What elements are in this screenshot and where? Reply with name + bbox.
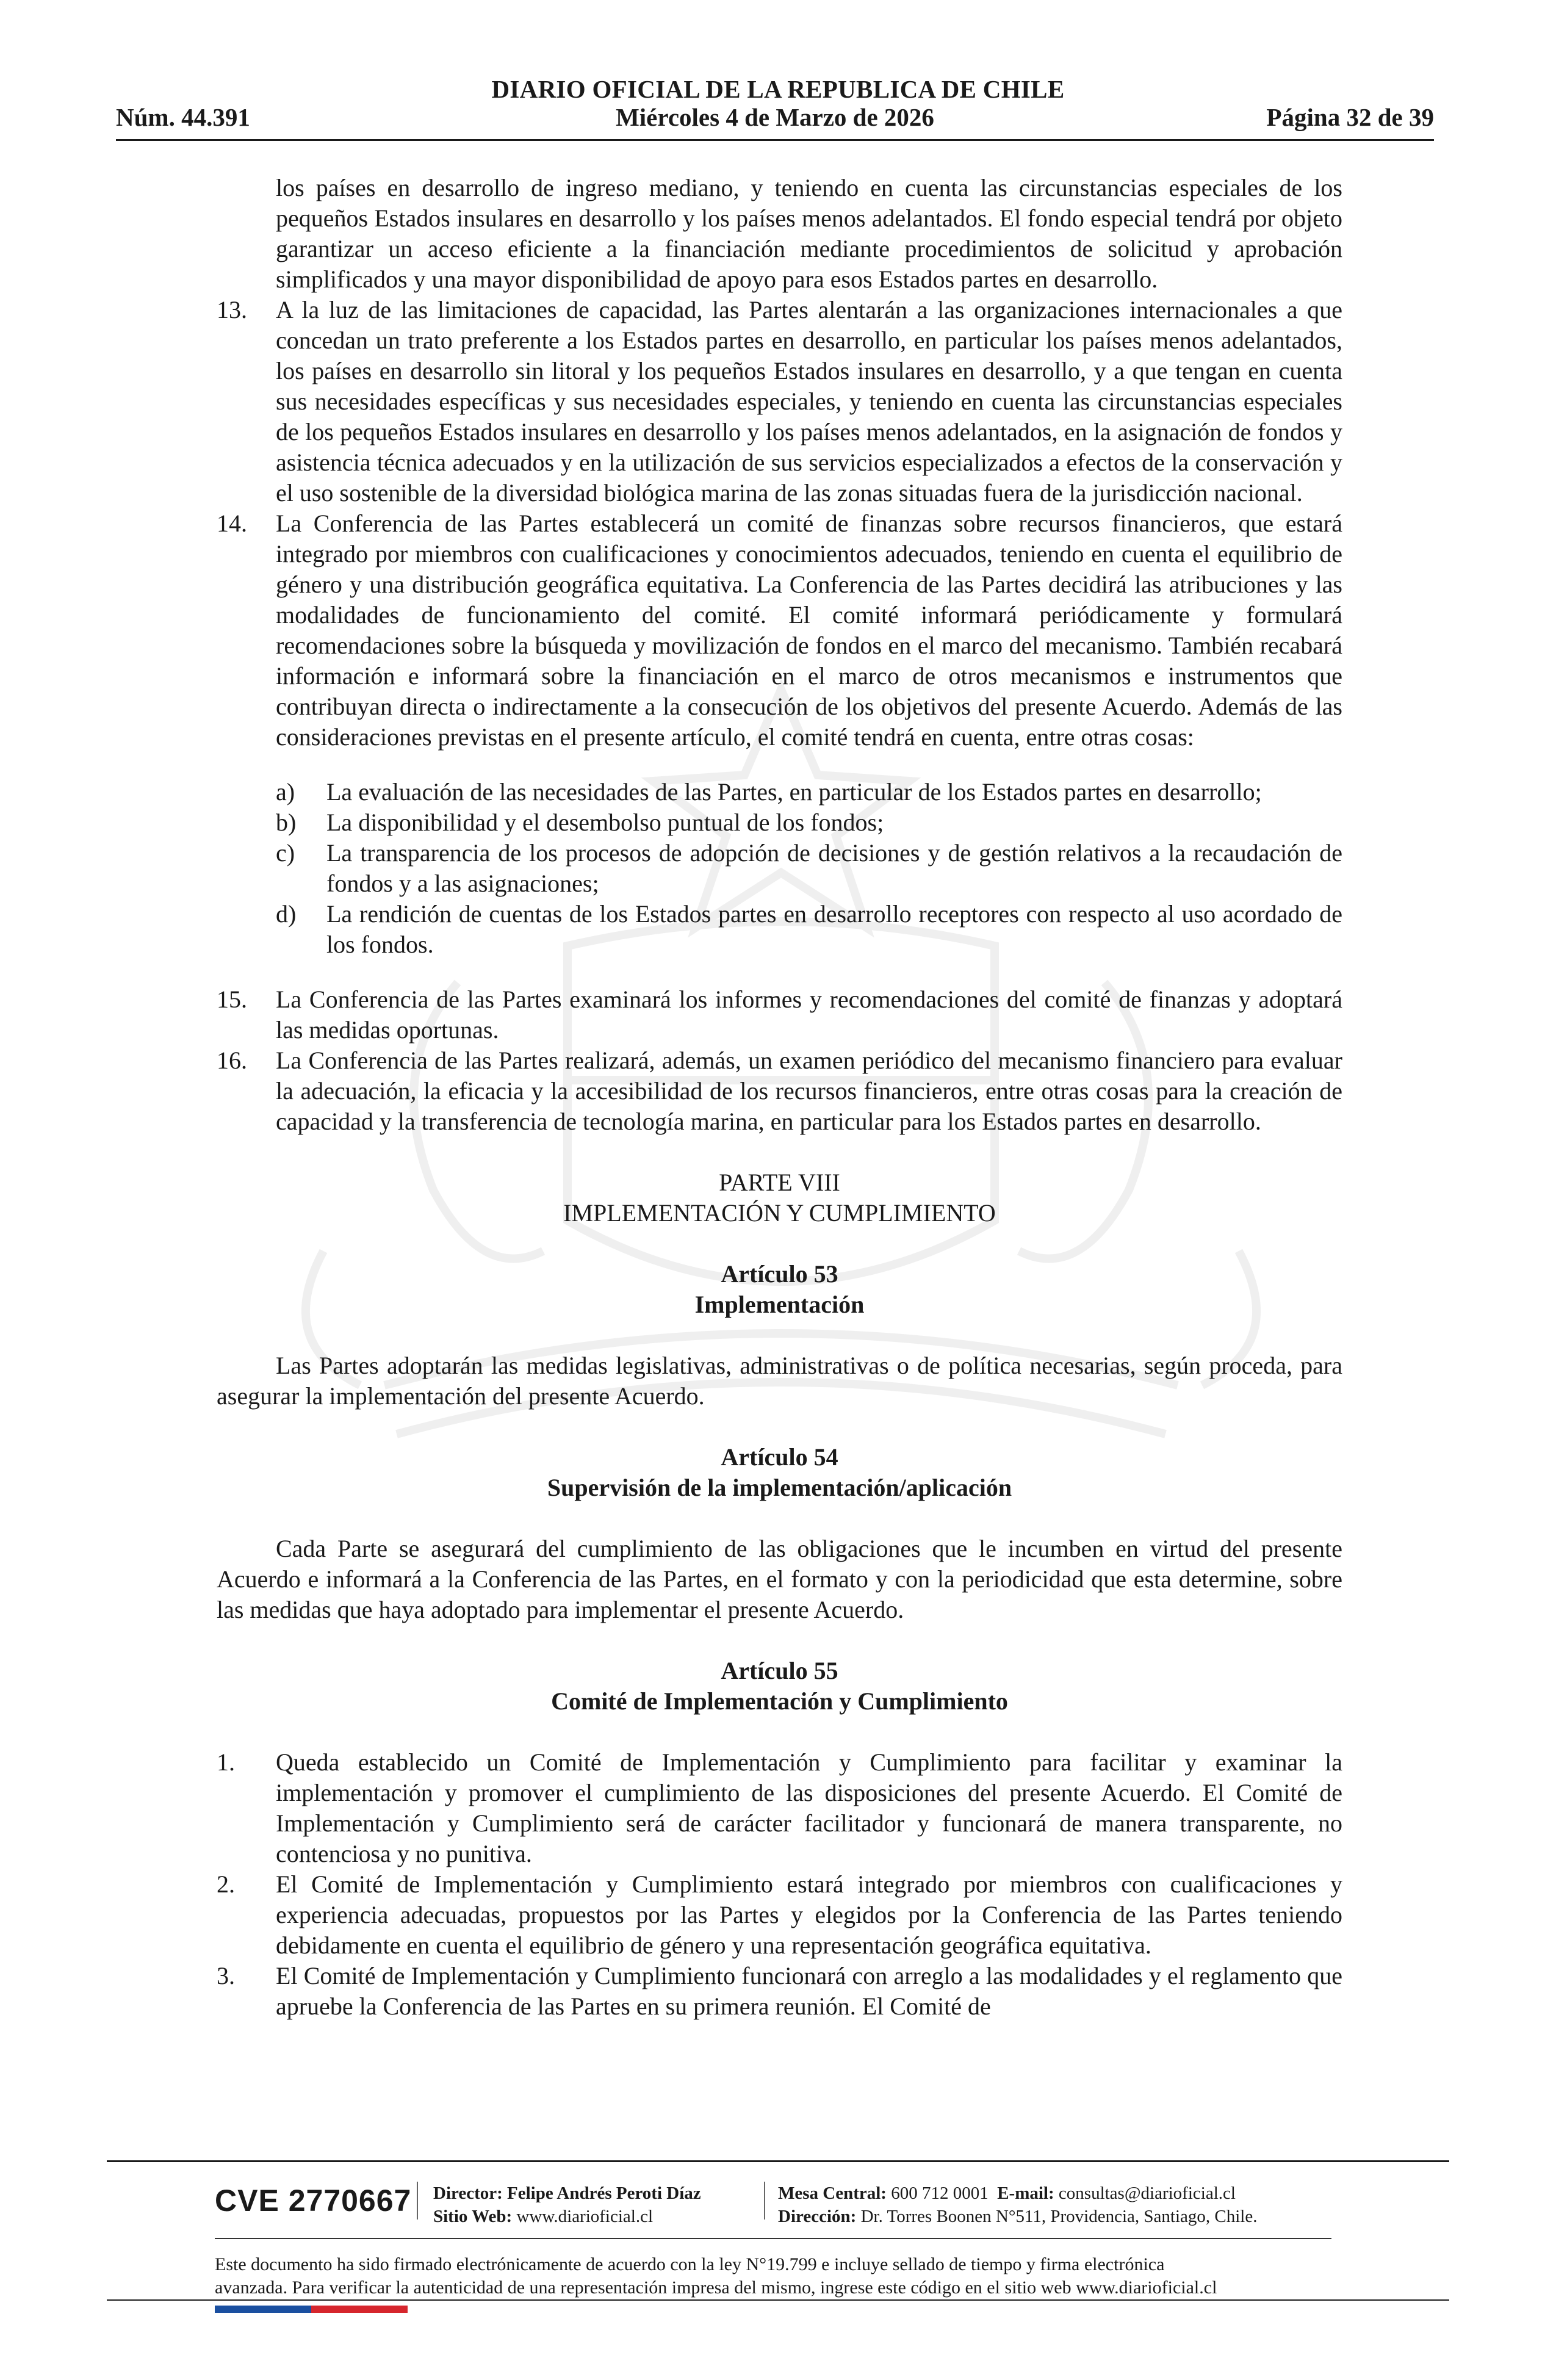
footer-top-divider xyxy=(107,2160,1449,2162)
footer-director-block xyxy=(433,2182,701,2228)
header-row xyxy=(116,103,1434,134)
flag-stripe-blue xyxy=(215,2306,311,2313)
signature-notice-line-2: avanzada. Para verificar la autenticidad de una representación impresa del mismo, ingrese este código en el sitio web www.diarioficial.cl xyxy=(215,2277,1217,2298)
item-text: La Conferencia de las Partes establecerá un comité de finanzas sobre recursos financieros, que estará integrado por miembros con cualificaciones y conocimientos adecuados, teniendo en cuenta el equilibrio de género y una distribución geográfica equitativa. La Conferencia de las Partes decidirá las atribuciones y las modalidades de funcionamiento del comité. El comité informará periódicamente y formulará recomendaciones sobre la búsqueda y movilización de fondos en el marco del mecanismo. También recabará información e informará sobre la financiación en el marco de otros mecanismos e instrumentos que contribuyan directa o indirectamente a la consecución de los objetivos del presente Acuerdo. Además de las consideraciones previstas en el presente artículo, el comité tendrá en cuenta, entre otras cosas: xyxy=(276,510,1342,751)
article-55-title: Comité de Implementación y Cumplimiento xyxy=(551,1687,1008,1715)
sub-item-text: La rendición de cuentas de los Estados partes en desarrollo receptores con respecto al uso acordado de los fondos. xyxy=(326,900,1342,958)
signature-notice xyxy=(215,2253,1374,2299)
article-53-number: Artículo 53 xyxy=(721,1260,838,1288)
address-value: Dr. Torres Boonen N°511, Providencia, Santiago, Chile. xyxy=(860,2207,1258,2226)
sub-item-letter: a) xyxy=(276,778,295,806)
item-text: La Conferencia de las Partes examinará los informes y recomendaciones del comité de finanzas y adoptará las medidas oportunas. xyxy=(276,986,1342,1044)
item-number: 16. xyxy=(217,1047,247,1074)
website-link[interactable]: www.diarioficial.cl xyxy=(516,2207,654,2226)
sub-item-d xyxy=(276,899,1342,960)
phone-value: 600 712 0001 xyxy=(891,2183,989,2203)
issue-date: Miércoles 4 de Marzo de 2026 xyxy=(616,103,934,131)
header-divider xyxy=(116,139,1434,141)
list-item-16 xyxy=(217,1045,1342,1137)
sub-item-a xyxy=(276,777,1342,807)
document-body xyxy=(217,173,1342,2022)
item-number: 1. xyxy=(217,1748,235,1776)
article-54-text: Cada Parte se asegurará del cumplimiento de las obligaciones que le incumben en virtud del presente Acuerdo e informará a la Conferencia de las Partes, en el formato y con la periodicidad que esta determine, sobre las medidas que haya adoptado para implementar el presente Acuerdo. xyxy=(217,1535,1342,1623)
cve-code: CVE 2770667 xyxy=(215,2183,412,2218)
article-55-item-2 xyxy=(217,1869,1342,1961)
sub-item-text: La transparencia de los procesos de adopción de decisiones y de gestión relativos a la recaudación de fondos y a las asignaciones; xyxy=(326,839,1342,897)
email-label: E-mail: xyxy=(997,2183,1054,2203)
footer-bottom-divider xyxy=(107,2299,1449,2301)
sub-item-c xyxy=(276,838,1342,899)
issue-number: Núm. 44.391 xyxy=(116,103,250,131)
director-label: Director: xyxy=(433,2183,503,2203)
sub-list xyxy=(276,777,1342,960)
item-text: El Comité de Implementación y Cumplimiento estará integrado por miembros con cualificaciones y experiencia adecuadas, propuestos por las Partes y elegidos por la Conferencia de las Partes teniendo debidamente en cuenta el equilibrio de género y una representación geográfica equitativa. xyxy=(276,1870,1342,1959)
footer-mid-divider xyxy=(215,2238,1331,2239)
article-55-item-3 xyxy=(217,1961,1342,2022)
part-title: PARTE VIII xyxy=(719,1169,840,1196)
phone-label: Mesa Central: xyxy=(778,2183,887,2203)
article-54-number: Artículo 54 xyxy=(721,1443,838,1471)
sub-item-letter: c) xyxy=(276,839,295,867)
item-number: 15. xyxy=(217,986,247,1013)
website-label: Sitio Web: xyxy=(433,2207,513,2226)
footer-separator xyxy=(417,2182,418,2220)
list-item-13 xyxy=(217,295,1342,508)
footer-separator xyxy=(764,2182,765,2220)
item-number: 2. xyxy=(217,1870,235,1898)
sub-item-text: La evaluación de las necesidades de las Partes, en particular de los Estados partes en desarrollo; xyxy=(326,778,1262,806)
email-link[interactable]: consultas@diarioficial.cl xyxy=(1058,2183,1236,2203)
part-subtitle: IMPLEMENTACIÓN Y CUMPLIMIENTO xyxy=(563,1199,996,1227)
item-text: La Conferencia de las Partes realizará, además, un examen periódico del mecanismo financiero para evaluar la adecuación, la eficacia y la accesibilidad de los recursos financieros, entre otras cosas para la creación de capacidad y la transferencia de tecnología marina, en particular para los Estados partes en desarrollo. xyxy=(276,1047,1342,1135)
article-53-title: Implementación xyxy=(694,1291,865,1318)
article-55-item-1 xyxy=(217,1747,1342,1869)
list-item-14 xyxy=(217,508,1342,752)
sub-item-text: La disponibilidad y el desembolso puntual de los fondos; xyxy=(326,809,884,836)
address-label: Dirección: xyxy=(778,2207,857,2226)
page-number: Página 32 de 39 xyxy=(1266,103,1434,131)
item-number: 13. xyxy=(217,296,247,323)
flag-stripe-red xyxy=(311,2306,408,2313)
signature-notice-line-1: Este documento ha sido firmado electrónicamente de acuerdo con la ley N°19.799 e incluye sellado de tiempo y firma electrónica xyxy=(215,2254,1165,2274)
item-number: 14. xyxy=(217,510,247,537)
sub-item-b xyxy=(276,807,1342,838)
article-55-number: Artículo 55 xyxy=(721,1657,838,1684)
sub-item-letter: d) xyxy=(276,900,297,928)
sub-item-letter: b) xyxy=(276,809,297,836)
continued-paragraph: los países en desarrollo de ingreso mediano, y teniendo en cuenta las circunstancias especiales de los pequeños Estados insulares en desarrollo y los países menos adelantados. El fondo especial tendrá por objeto garantizar un acceso eficiente a la financiación mediante procedimientos de solicitud y aprobación simplificados y una mayor disponibilidad de apoyo para esos Estados partes en desarrollo. xyxy=(276,174,1342,293)
article-54-title: Supervisión de la implementación/aplicación xyxy=(547,1474,1012,1501)
list-item-15 xyxy=(217,984,1342,1045)
newspaper-title: DIARIO OFICIAL DE LA REPUBLICA DE CHILE xyxy=(491,75,1065,103)
article-53-text: Las Partes adoptarán las medidas legislativas, administrativas o de política necesarias, según proceda, para asegurar la implementación del presente Acuerdo. xyxy=(217,1352,1342,1410)
item-text: A la luz de las limitaciones de capacidad, las Partes alentarán a las organizaciones internacionales a que concedan un trato preferente a los Estados partes en desarrollo, en particular los países menos adelantados, los países en desarrollo sin litoral y los pequeños Estados insulares en desarrollo, y a que tengan en cuenta sus necesidades específicas y sus necesidades especiales, y teniendo en cuenta las circunstancias especiales de los pequeños Estados insulares en desarrollo y los países menos adelantados, en la asignación de fondos y asistencia técnica adecuados y en la utilización de sus servicios especializados a efectos de la conservación y el uso sostenible de la diversidad biológica marina de las zonas situadas fuera de la jurisdicción nacional. xyxy=(276,296,1342,507)
footer-contact-block xyxy=(778,2182,1257,2228)
item-text: Queda establecido un Comité de Implementación y Cumplimiento para facilitar y examinar la implementación y promover el cumplimiento de las disposiciones del presente Acuerdo. El Comité de Implementación y Cumplimiento será de carácter facilitador y funcionará de manera transparente, no contenciosa y no punitiva. xyxy=(276,1748,1342,1867)
director-name: Felipe Andrés Peroti Díaz xyxy=(507,2183,701,2203)
item-number: 3. xyxy=(217,1962,235,1989)
item-text: El Comité de Implementación y Cumplimiento funcionará con arreglo a las modalidades y el reglamento que apruebe la Conferencia de las Partes en su primera reunión. El Comité de xyxy=(276,1962,1342,2020)
